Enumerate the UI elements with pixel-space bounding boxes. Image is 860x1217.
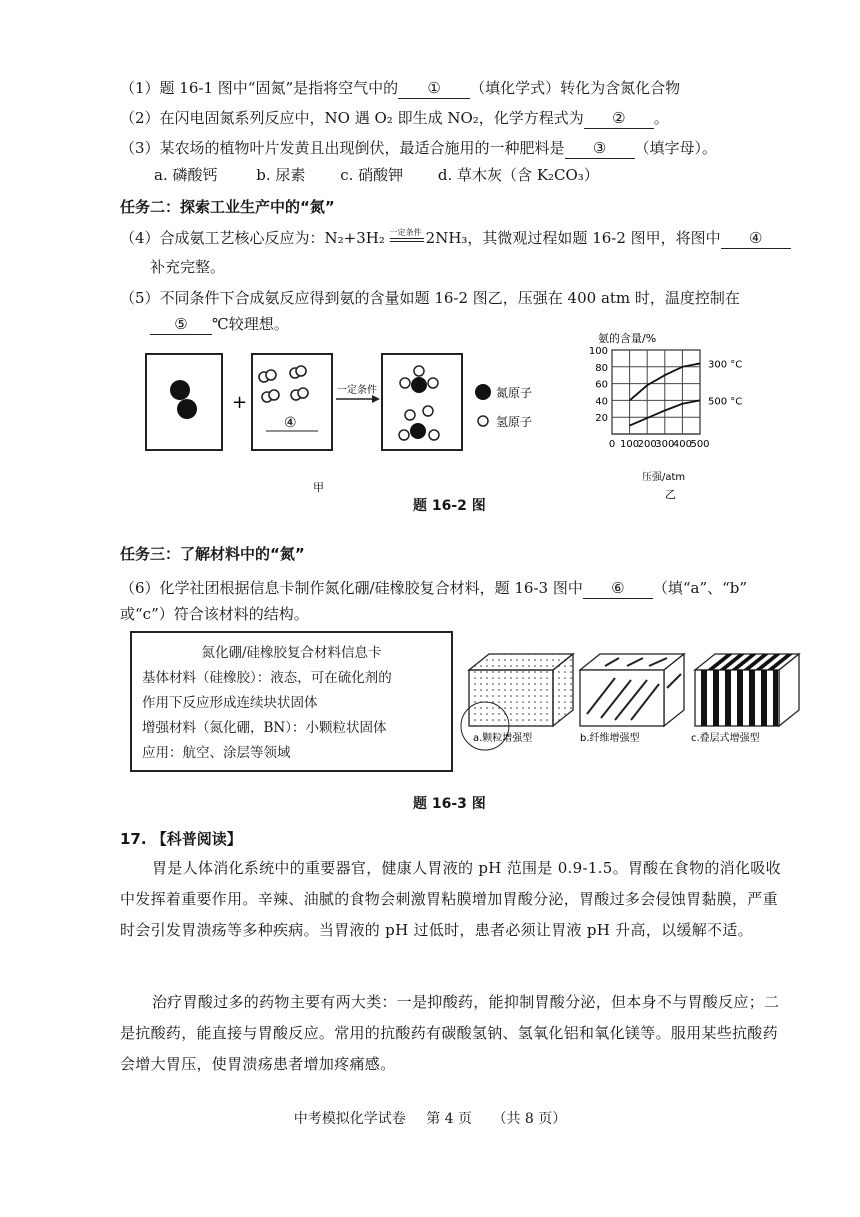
q6-tail: （填“a”、“b” [652,579,748,597]
task3-heading: 任务三：了解材料中的“氮” [120,545,305,563]
legend-h-label: 氢原子 [496,415,533,429]
answer-blank-2[interactable]: ② [584,108,654,129]
chart-ylabel: 氨的含量/% [598,332,657,345]
info-card [130,631,453,772]
card-line: 基体材料（硅橡胶）：液态，可在硫化剂的 [142,670,392,686]
q4-tail: 2NH₃，其微观过程如题 16-2 图甲，将图中 [425,229,721,247]
task2-heading: 任务二：探索工业生产中的“氮” [120,198,335,216]
legend-n-label: 氮原子 [496,386,533,400]
q1-text: （1）题 16-1 图中“固氮”是指将空气中的 [120,79,399,97]
chart-xlabel: 压强/atm [642,472,686,483]
q2-tail: 。 [653,109,669,127]
page-footer [0,1108,860,1128]
reaction-arrow [390,229,426,249]
figure-16-3-caption: 题 16-3 图 [413,796,486,812]
reaction-condition: 一定条件 [389,228,422,237]
legend-h-icon [478,416,488,426]
n-atom [170,380,190,400]
laminated-block [695,654,799,726]
y-tick-label: 60 [595,379,608,391]
q3-tail: （填字母）。 [634,139,718,157]
q6-line2: 或“c”）符合该材料的结构。 [120,605,309,623]
footer-total: （共 8 页） [492,1111,567,1127]
paragraph-2 [120,987,792,1080]
option-b: b. 尿素 [256,166,306,184]
paragraph-1-text: 胃是人体消化系统中的重要器官，健康人胃液的 pH 范围是 0.9-1.5。胃酸在食物的消化吸收中发挥着重要作用。辛辣、油腻的食物会刺激胃粘膜增加胃酸分泌，胃酸过多会侵蚀胃黏膜，严重时会引发胃溃疡等多种疾病。当胃液的 pH 过低时，患者必须让胃液 pH 升高，以缓解不适。 [120,859,781,939]
q4-text: （4）合成氨工艺核心反应为：N₂+3H₂ [120,229,385,247]
fiber-reinforced-block [580,654,684,726]
question-5: （5）不同条件下合成氨反应得到氨的含量如题 16-2 图乙，压强在 400 atm 时，温度控制在 [120,289,740,307]
answer-blank-6[interactable]: ⑥ [583,578,653,599]
n-atom [177,399,197,419]
option-d: d. 草木灰（含 K₂CO₃） [437,166,599,184]
chart-label: 乙 [665,488,676,501]
svg-text:+: + [232,392,248,413]
question-4 [120,228,791,249]
q17-title: 17. 【科普阅读】 [120,830,242,848]
q3-text: （3）某农场的植物叶片发黄且出现倒伏，最适合施用的一种肥料是 [120,139,565,157]
material-c-label: c.叠层式增强型 [691,733,760,744]
paragraph-1 [120,853,792,946]
question-3 [120,138,717,159]
q5-tail: ℃较理想。 [212,315,289,333]
y-tick-label: 80 [595,362,608,374]
card-line: 作用下反应形成连续块状固体 [142,695,318,711]
x-tick-label: 200 [637,439,657,450]
paragraph-2-text: 治疗胃酸过多的药物主要有两大类：一是抑酸药，能抑制胃酸分泌，但本身不与胃酸反应；二是抗酸药，能直接与胃酸反应。常用的抗酸药有碳酸氢钠、氢氧化铝和氧化镁等。服用某些抗酸药会增大胃压，使胃溃疡患者增加疼痛感。 [120,993,780,1073]
arrow-condition: 一定条件 [337,385,377,396]
q2-text: （2）在闪电固氮系列反应中，NO 遇 O₂ 即生成 NO₂，化学方程式为 [120,109,584,127]
x-tick-label: 300 [655,439,675,450]
footer-page: 第 4 页 [426,1111,472,1127]
card-line: 增强材料（氮化硼，BN）：小颗粒状固体 [142,720,387,736]
q4-line2: 补充完整。 [150,258,226,276]
answer-blank-5[interactable]: ⑤ [150,314,212,335]
x-tick-label: 500 [690,439,710,450]
card-title: 氮化硼/硅橡胶复合材料信息卡 [201,645,382,661]
figure-16-2-caption: 题 16-2 图 [413,498,486,514]
material-a-label: a.颗粒增强型 [473,733,533,744]
y-tick-label: 20 [595,413,608,425]
diagram-blank: ④ [284,415,297,431]
q5-line2 [150,314,289,335]
x-tick-label: 0 [608,439,616,450]
answer-blank-4[interactable]: ④ [721,228,791,249]
legend-n-icon [475,384,491,400]
material-b-label: b.纤维增强型 [580,733,640,744]
x-tick-label: 100 [620,439,640,450]
y-tick-label: 40 [595,396,608,408]
micro-process-diagram [0,345,560,495]
option-a: a. 磷酸钙 [154,166,218,184]
footer-title: 中考模拟化学试卷 [293,1111,406,1127]
question-1 [120,78,680,99]
card-line: 应用：航空、涂层等领域 [142,745,291,761]
diagram-label: 甲 [313,481,324,494]
answer-blank-3[interactable]: ③ [565,138,635,159]
x-tick-label: 400 [672,439,692,450]
q1-tail: （填化学式）转化为含氮化合物 [470,79,681,97]
ammonia-chart [580,330,780,505]
option-c: c. 硝酸钾 [340,166,404,184]
material-structures [455,640,805,752]
series-label-2: 500 °C [708,396,743,408]
q3-options [154,165,599,185]
q6-text: （6）化学社团根据信息卡制作氮化硼/硅橡胶复合材料，题 16-3 图中 [120,579,583,597]
question-6 [120,578,747,599]
chart-frame [612,350,700,434]
series-label-1: 300 °C [708,359,743,371]
answer-blank-1[interactable]: ① [398,78,470,99]
question-2 [120,108,669,129]
y-tick-label: 100 [588,346,608,357]
